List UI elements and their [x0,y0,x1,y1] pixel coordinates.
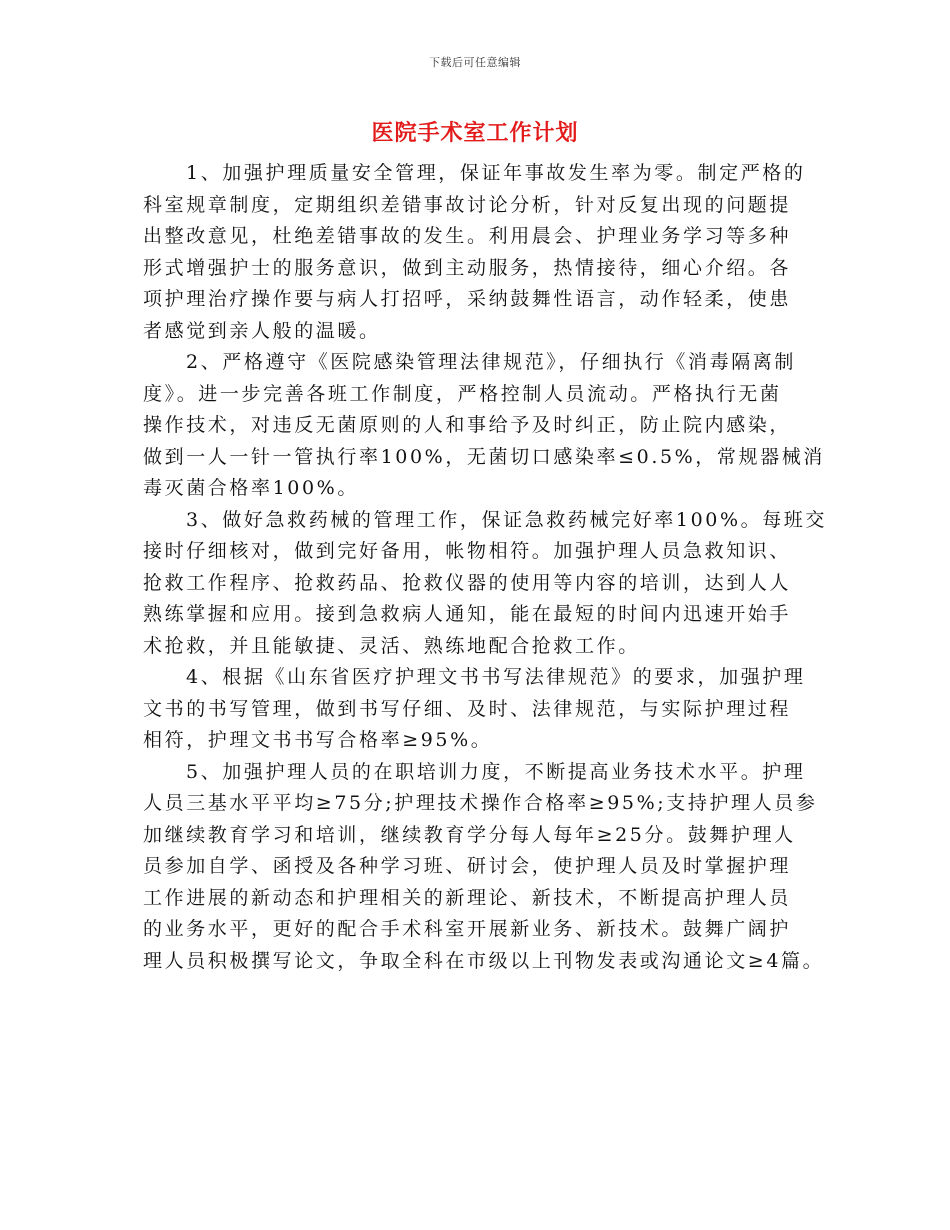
text-line: 操作技术，对违反无菌原则的人和事给予及时纠正，防止院内感染， [143,414,792,436]
text-line: 5、加强护理人员的在职培训力度，不断提高业务技术水平。护理 [186,760,806,783]
text-line: 抢救工作程序、抢救药品、抢救仪器的使用等内容的培训，达到人人 [143,571,792,594]
text-line: 接时仔细核对，做到完好备用，帐物相符。加强护理人员急救知识、 [143,540,792,562]
text-line: 者感觉到亲人般的温暖。 [143,319,381,342]
text-line: 2、严格遵守《医院感染管理法律规范》，仔细执行《消毒隔离制 [186,351,796,373]
header-note: 下载后可任意编辑 [429,56,521,69]
text-line: 加继续教育学习和培训，继续教育学分每人每年≥25分。鼓舞护理人 [143,823,796,846]
text-line: 员参加自学、函授及各种学习班、研讨会，使护理人员及时掌握护理 [143,855,792,877]
text-line: 的业务水平，更好的配合手术科室开展新业务、新技术。鼓舞广阔护 [143,918,792,940]
text-line: 相符，护理文书书写合格率≥95%。 [143,729,493,751]
text-line: 术抢救，并且能敏捷、灵活、熟练地配合抢救工作。 [143,634,640,657]
text-line: 做到一人一针一管执行率100%，无菌切口感染率≤0.5%，常规器械消 [143,445,825,468]
text-line: 1、加强护理质量安全管理，保证年事故发生率为零。制定严格的 [186,162,806,184]
text-line: 文书的书写管理，做到书写仔细、及时、法律规范，与实际护理过程 [143,697,792,720]
text-line: 人员三基水平平均≥75分;护理技术操作合格率≥95%;支持护理人员参 [143,792,818,814]
text-line: 理人员积极撰写论文，争取全科在市级以上刊物发表或沟通论文≥4篇。 [143,949,825,972]
text-line: 项护理治疗操作要与病人打招呼，采纳鼓舞性语言，动作轻柔，使患 [143,288,792,310]
text-line: 工作进展的新动态和护理相关的新理论、新技术，不断提高护理人员 [143,886,792,909]
text-line: 4、根据《山东省医疗护理文书书写法律规范》的要求，加强护理 [186,666,806,688]
document-body [143,158,833,977]
document-title: 医院手术室工作计划 [371,120,579,146]
text-line: 熟练掌握和应用。接到急救病人通知，能在最短的时间内迅速开始手 [143,603,792,625]
text-line: 毒灭菌合格率100%。 [143,477,359,499]
text-line: 形式增强护士的服务意识，做到主动服务，热情接待，细心介绍。各 [143,256,792,279]
text-line: 度》。进一步完善各班工作制度，严格控制人员流动。严格执行无菌 [143,382,782,405]
text-line: 出整改意见，杜绝差错事故的发生。利用晨会、护理业务学习等多种 [143,225,792,247]
text-line: 科室规章制度，定期组织差错事故讨论分析，针对反复出现的问题提 [143,193,792,216]
text-line: 3、做好急救药械的管理工作，保证急救药械完好率100%。每班交 [186,508,828,531]
